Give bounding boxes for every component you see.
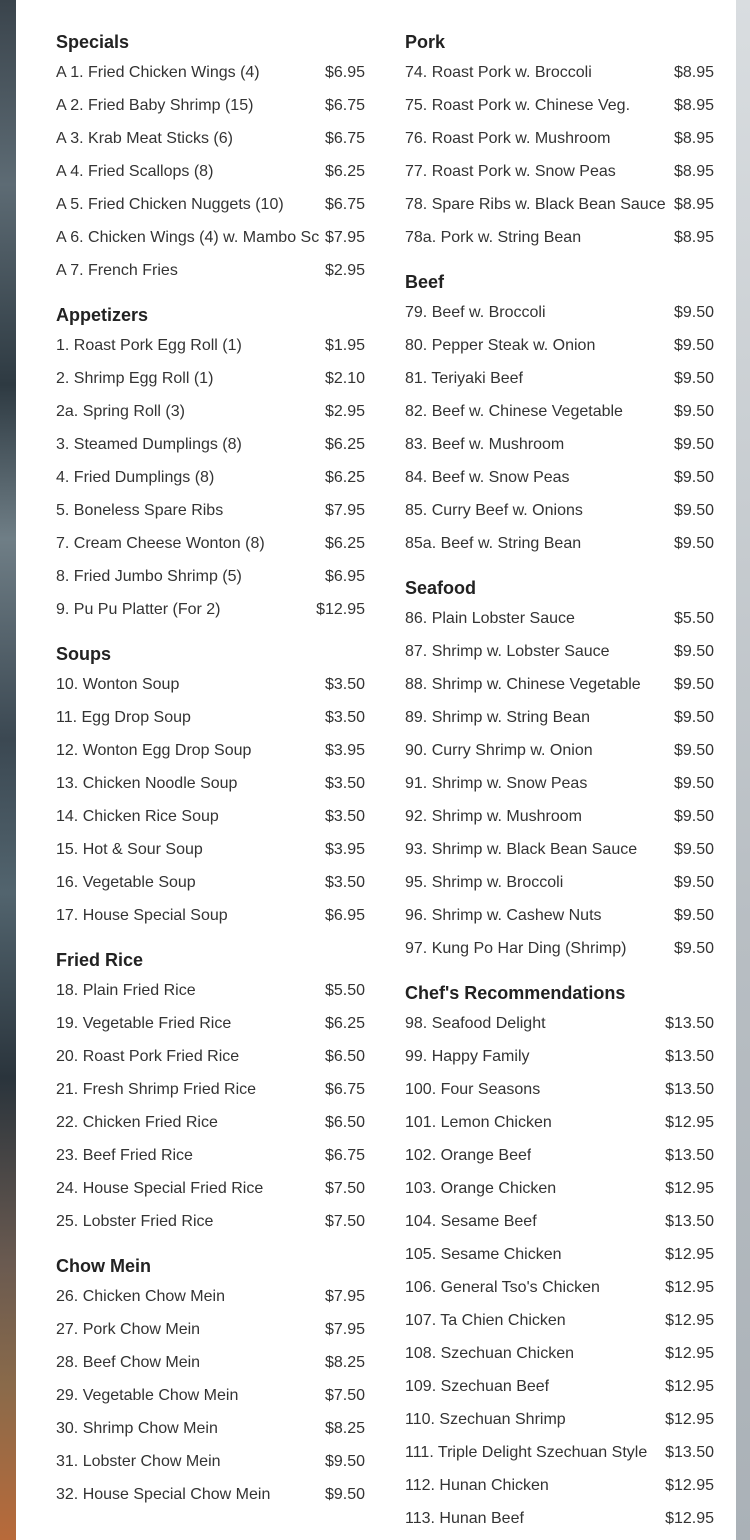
menu-item-price: $9.50 <box>324 1452 365 1470</box>
menu-item <box>56 1478 365 1511</box>
menu-item-price: $9.50 <box>673 402 714 420</box>
menu-item-price: $6.75 <box>324 96 365 114</box>
menu-section-seafood <box>405 574 714 965</box>
menu-item-name: 26. Chicken Chow Mein <box>56 1287 225 1305</box>
section-title: Seafood <box>405 578 477 598</box>
menu-item-name: 28. Beef Chow Mein <box>56 1353 201 1371</box>
menu-item <box>405 1271 714 1304</box>
menu-item <box>405 932 714 965</box>
menu-item <box>56 1445 365 1478</box>
menu-item-name: 9. Pu Pu Platter (For 2) <box>56 600 221 618</box>
menu-item-name: 91. Shrimp w. Snow Peas <box>405 774 588 792</box>
menu-item-name: 8. Fried Jumbo Shrimp (5) <box>56 567 242 585</box>
menu-item <box>56 593 365 626</box>
menu-item-name: 78a. Pork w. String Bean <box>405 228 582 246</box>
menu-item-name: 24. House Special Fried Rice <box>56 1179 264 1197</box>
menu-item <box>56 833 365 866</box>
menu-section-chef-s-recommendations <box>405 979 714 1535</box>
menu-item <box>405 296 714 329</box>
menu-item-price: $6.75 <box>324 1146 365 1164</box>
menu-item-price: $2.10 <box>324 369 365 387</box>
menu-item <box>56 188 365 221</box>
background-photo-left <box>0 0 16 1540</box>
section-title: Appetizers <box>56 305 149 325</box>
menu-item-price: $6.95 <box>324 63 365 81</box>
menu-item-name: 85a. Beef w. String Bean <box>405 534 582 552</box>
menu-item <box>405 701 714 734</box>
menu-item <box>56 428 365 461</box>
menu-section-appetizers <box>56 301 365 626</box>
menu-item-price: $7.95 <box>324 501 365 519</box>
menu-item-price: $12.95 <box>665 1113 714 1131</box>
menu-item-price: $6.25 <box>324 468 365 486</box>
menu-item-price: $9.50 <box>673 774 714 792</box>
menu-item <box>56 1073 365 1106</box>
menu-item-price: $6.75 <box>324 129 365 147</box>
menu-item <box>56 1280 365 1313</box>
menu-item <box>405 122 714 155</box>
menu-item <box>56 800 365 833</box>
menu-item <box>56 1379 365 1412</box>
menu-item-price: $9.50 <box>673 336 714 354</box>
menu-item-price: $3.50 <box>324 873 365 891</box>
menu-item <box>56 734 365 767</box>
menu-item-name: 80. Pepper Steak w. Onion <box>405 336 596 354</box>
menu-item <box>56 974 365 1007</box>
menu-item-name: 106. General Tso's Chicken <box>405 1278 600 1296</box>
menu-item-price: $7.95 <box>324 1320 365 1338</box>
menu-item-price: $9.50 <box>673 675 714 693</box>
menu-item-price: $9.50 <box>673 642 714 660</box>
menu-item <box>405 428 714 461</box>
menu-item-price: $7.95 <box>324 228 365 246</box>
menu-item-name: A 6. Chicken Wings (4) w. Mambo Sc <box>56 228 319 246</box>
menu-item <box>405 527 714 560</box>
menu-item-price: $7.50 <box>324 1212 365 1230</box>
menu-item-name: 11. Egg Drop Soup <box>56 708 191 726</box>
menu-item <box>56 362 365 395</box>
menu-item-name: 78. Spare Ribs w. Black Bean Sauce <box>405 195 666 213</box>
menu-item <box>405 1073 714 1106</box>
menu-item <box>56 899 365 932</box>
menu-item-price: $6.75 <box>324 1080 365 1098</box>
menu-item <box>56 560 365 593</box>
menu-item-name: 5. Boneless Spare Ribs <box>56 501 224 519</box>
menu-item-name: 89. Shrimp w. String Bean <box>405 708 590 726</box>
menu-item-price: $12.95 <box>665 1278 714 1296</box>
menu-item <box>56 89 365 122</box>
menu-item-price: $9.50 <box>673 435 714 453</box>
menu-item-name: 4. Fried Dumplings (8) <box>56 468 215 486</box>
menu-item-name: 97. Kung Po Har Ding (Shrimp) <box>405 939 627 957</box>
menu-item-price: $5.50 <box>673 609 714 627</box>
menu-item <box>405 155 714 188</box>
menu-item-name: A 3. Krab Meat Sticks (6) <box>56 129 233 147</box>
menu-item <box>56 494 365 527</box>
menu-item-price: $3.50 <box>324 807 365 825</box>
menu-item-price: $12.95 <box>665 1344 714 1362</box>
menu-item-price: $12.95 <box>316 600 365 618</box>
menu-item-price: $3.95 <box>324 741 365 759</box>
menu-item-price: $13.50 <box>665 1146 714 1164</box>
menu-item-price: $13.50 <box>665 1080 714 1098</box>
menu-item-name: 79. Beef w. Broccoli <box>405 303 546 321</box>
menu-item-price: $12.95 <box>665 1179 714 1197</box>
menu-item <box>405 1040 714 1073</box>
menu-item <box>405 602 714 635</box>
menu-item-name: 19. Vegetable Fried Rice <box>56 1014 232 1032</box>
section-title: Specials <box>56 32 130 52</box>
menu-item-price: $7.95 <box>324 1287 365 1305</box>
menu-item-price: $13.50 <box>665 1212 714 1230</box>
menu-item <box>56 254 365 287</box>
menu-item-name: A 4. Fried Scallops (8) <box>56 162 214 180</box>
menu-section-beef <box>405 268 714 560</box>
menu-item-price: $2.95 <box>324 402 365 420</box>
menu-item-name: A 1. Fried Chicken Wings (4) <box>56 63 260 81</box>
menu-item <box>405 668 714 701</box>
menu-item <box>405 56 714 89</box>
menu-item-name: 82. Beef w. Chinese Vegetable <box>405 402 623 420</box>
menu-item-price: $8.95 <box>673 195 714 213</box>
menu-item <box>56 701 365 734</box>
menu-item-price: $7.50 <box>324 1386 365 1404</box>
menu-item <box>56 1106 365 1139</box>
menu-item <box>56 329 365 362</box>
menu-item <box>405 866 714 899</box>
menu-item-price: $6.95 <box>324 567 365 585</box>
menu-item-name: 107. Ta Chien Chicken <box>405 1311 566 1329</box>
menu-item-price: $3.95 <box>324 840 365 858</box>
menu-item-name: 108. Szechuan Chicken <box>405 1344 574 1362</box>
menu-item-name: 86. Plain Lobster Sauce <box>405 609 575 627</box>
menu-item-price: $6.25 <box>324 162 365 180</box>
menu-item-name: 14. Chicken Rice Soup <box>56 807 219 825</box>
menu-item-name: 12. Wonton Egg Drop Soup <box>56 741 252 759</box>
menu-item <box>56 1139 365 1172</box>
menu-item-price: $9.50 <box>673 840 714 858</box>
menu-item-name: 18. Plain Fried Rice <box>56 981 196 999</box>
menu-item-price: $12.95 <box>665 1311 714 1329</box>
menu-item-price: $8.95 <box>673 162 714 180</box>
menu-item <box>405 1172 714 1205</box>
menu-item <box>56 221 365 254</box>
menu-item <box>56 1172 365 1205</box>
menu-item-name: A 5. Fried Chicken Nuggets (10) <box>56 195 284 213</box>
menu-item-price: $2.95 <box>324 261 365 279</box>
menu-item <box>405 188 714 221</box>
menu-item-price: $6.25 <box>324 534 365 552</box>
menu-item-price: $9.50 <box>673 873 714 891</box>
menu-item-name: 110. Szechuan Shrimp <box>405 1410 566 1428</box>
menu-section-specials <box>56 28 365 287</box>
menu-item-name: 81. Teriyaki Beef <box>405 369 523 387</box>
menu-item-price: $6.25 <box>324 1014 365 1032</box>
menu-item-price: $9.50 <box>673 939 714 957</box>
menu-item <box>405 1370 714 1403</box>
menu-item-name: 16. Vegetable Soup <box>56 873 196 891</box>
menu-item <box>405 1337 714 1370</box>
menu-item-price: $3.50 <box>324 708 365 726</box>
menu-item <box>56 1007 365 1040</box>
menu-item-name: 15. Hot & Sour Soup <box>56 840 203 858</box>
menu-item-name: A 7. French Fries <box>56 261 178 279</box>
menu-item-name: 103. Orange Chicken <box>405 1179 557 1197</box>
menu-item-price: $8.95 <box>673 63 714 81</box>
menu-item-name: 112. Hunan Chicken <box>405 1476 549 1494</box>
menu-item-price: $6.25 <box>324 435 365 453</box>
menu-item-name: 29. Vegetable Chow Mein <box>56 1386 239 1404</box>
menu-item-name: 88. Shrimp w. Chinese Vegetable <box>405 675 641 693</box>
menu-item-name: 109. Szechuan Beef <box>405 1377 550 1395</box>
menu-item-price: $1.95 <box>324 336 365 354</box>
section-title: Chef's Recommendations <box>405 983 626 1003</box>
menu-item <box>405 494 714 527</box>
menu-item-name: 25. Lobster Fried Rice <box>56 1212 214 1230</box>
menu-item-price: $9.50 <box>673 807 714 825</box>
menu-item-name: 17. House Special Soup <box>56 906 228 924</box>
menu-item <box>405 1502 714 1535</box>
menu-item <box>405 734 714 767</box>
menu-item <box>405 362 714 395</box>
menu-item-name: 104. Sesame Beef <box>405 1212 537 1230</box>
menu-item-price: $12.95 <box>665 1476 714 1494</box>
menu-item-price: $9.50 <box>673 906 714 924</box>
menu-section-pork <box>405 28 714 254</box>
menu-item <box>405 221 714 254</box>
menu-item <box>56 395 365 428</box>
menu-item <box>56 155 365 188</box>
section-title: Fried Rice <box>56 950 144 970</box>
menu-item-price: $8.95 <box>673 228 714 246</box>
menu-item <box>405 1436 714 1469</box>
menu-item <box>56 56 365 89</box>
menu-item-price: $8.25 <box>324 1353 365 1371</box>
menu-item <box>56 122 365 155</box>
menu-item-price: $13.50 <box>665 1443 714 1461</box>
menu-item-price: $8.95 <box>673 96 714 114</box>
section-title: Beef <box>405 272 445 292</box>
menu-item-name: 85. Curry Beef w. Onions <box>405 501 583 519</box>
menu-item-name: 2a. Spring Roll (3) <box>56 402 185 420</box>
menu-section-chow-mein <box>56 1252 365 1511</box>
menu-item-name: 30. Shrimp Chow Mein <box>56 1419 218 1437</box>
menu-item-price: $9.50 <box>673 501 714 519</box>
menu-item-name: 22. Chicken Fried Rice <box>56 1113 218 1131</box>
menu-item-name: 111. Triple Delight Szechuan Style <box>405 1443 648 1461</box>
menu-section-fried-rice <box>56 946 365 1238</box>
menu-item-name: 92. Shrimp w. Mushroom <box>405 807 582 825</box>
menu-item-price: $12.95 <box>665 1410 714 1428</box>
menu-item-name: 7. Cream Cheese Wonton (8) <box>56 534 265 552</box>
menu-item-price: $6.75 <box>324 195 365 213</box>
menu-item-price: $8.95 <box>673 129 714 147</box>
menu-item-name: 98. Seafood Delight <box>405 1014 546 1032</box>
menu-item-price: $13.50 <box>665 1014 714 1032</box>
menu-item-name: 105. Sesame Chicken <box>405 1245 562 1263</box>
section-title: Soups <box>56 644 112 664</box>
menu-item-name: 83. Beef w. Mushroom <box>405 435 565 453</box>
menu-column-left <box>56 28 365 1525</box>
menu-item <box>405 899 714 932</box>
menu-item-price: $9.50 <box>673 534 714 552</box>
menu-item-name: 101. Lemon Chicken <box>405 1113 552 1131</box>
menu-item-price: $8.25 <box>324 1419 365 1437</box>
menu-item-name: 75. Roast Pork w. Chinese Veg. <box>405 96 631 114</box>
menu-item-price: $12.95 <box>665 1377 714 1395</box>
menu-item <box>56 866 365 899</box>
menu-item-price: $6.50 <box>324 1047 365 1065</box>
menu-item-name: 76. Roast Pork w. Mushroom <box>405 129 611 147</box>
menu-item-name: 10. Wonton Soup <box>56 675 180 693</box>
menu-item <box>405 1007 714 1040</box>
menu-item-name: 113. Hunan Beef <box>405 1509 524 1527</box>
menu-item-name: 31. Lobster Chow Mein <box>56 1452 221 1470</box>
menu-item <box>405 1469 714 1502</box>
menu-item <box>56 1412 365 1445</box>
menu-column-right <box>405 28 714 1540</box>
menu-item-name: 27. Pork Chow Mein <box>56 1320 201 1338</box>
menu-item-price: $3.50 <box>324 774 365 792</box>
menu-item <box>405 767 714 800</box>
menu-item-name: 100. Four Seasons <box>405 1080 541 1098</box>
menu-item-name: 102. Orange Beef <box>405 1146 532 1164</box>
menu-item-price: $9.50 <box>673 741 714 759</box>
menu-item-price: $9.50 <box>673 369 714 387</box>
menu-item-price: $6.95 <box>324 906 365 924</box>
menu-item-name: 84. Beef w. Snow Peas <box>405 468 570 486</box>
menu-item-name: 20. Roast Pork Fried Rice <box>56 1047 240 1065</box>
menu-item-price: $9.50 <box>673 468 714 486</box>
menu-item-name: 13. Chicken Noodle Soup <box>56 774 238 792</box>
menu-item <box>405 1205 714 1238</box>
menu-item <box>405 1304 714 1337</box>
menu-item-name: 96. Shrimp w. Cashew Nuts <box>405 906 602 924</box>
menu-item-name: 95. Shrimp w. Broccoli <box>405 873 564 891</box>
menu-item <box>405 1403 714 1436</box>
menu-item-price: $13.50 <box>665 1047 714 1065</box>
menu-item-name: 90. Curry Shrimp w. Onion <box>405 741 593 759</box>
menu-item-name: 3. Steamed Dumplings (8) <box>56 435 242 453</box>
menu-item <box>56 1205 365 1238</box>
menu-item <box>405 1106 714 1139</box>
section-title: Chow Mein <box>56 1256 151 1276</box>
menu-item <box>56 767 365 800</box>
menu-item-name: 21. Fresh Shrimp Fried Rice <box>56 1080 257 1098</box>
menu-item <box>56 1313 365 1346</box>
menu-section-soups <box>56 640 365 932</box>
menu-item-name: 93. Shrimp w. Black Bean Sauce <box>405 840 638 858</box>
menu-item-price: $3.50 <box>324 675 365 693</box>
menu-item-name: 87. Shrimp w. Lobster Sauce <box>405 642 610 660</box>
menu-item-price: $9.50 <box>324 1485 365 1503</box>
menu-item-price: $7.50 <box>324 1179 365 1197</box>
background-edge-right <box>736 0 750 1540</box>
menu-item-name: 2. Shrimp Egg Roll (1) <box>56 369 214 387</box>
menu-item-name: 1. Roast Pork Egg Roll (1) <box>56 336 242 354</box>
menu-item <box>56 461 365 494</box>
menu-item-name: 77. Roast Pork w. Snow Peas <box>405 162 616 180</box>
menu-item-price: $5.50 <box>324 981 365 999</box>
menu-page <box>16 0 736 1540</box>
menu-item-price: $12.95 <box>665 1245 714 1263</box>
menu-item <box>405 800 714 833</box>
section-title: Pork <box>405 32 446 52</box>
menu-item <box>405 89 714 122</box>
menu-item-price: $6.50 <box>324 1113 365 1131</box>
menu-item-price: $12.95 <box>665 1509 714 1527</box>
menu-item-name: A 2. Fried Baby Shrimp (15) <box>56 96 254 114</box>
menu-item-price: $9.50 <box>673 303 714 321</box>
menu-item <box>56 668 365 701</box>
menu-item <box>405 833 714 866</box>
menu-item <box>56 1346 365 1379</box>
menu-item-name: 32. House Special Chow Mein <box>56 1485 271 1503</box>
menu-item-name: 99. Happy Family <box>405 1047 530 1065</box>
menu-item <box>405 1139 714 1172</box>
menu-item <box>405 635 714 668</box>
menu-item <box>56 1040 365 1073</box>
menu-item-price: $9.50 <box>673 708 714 726</box>
menu-item <box>405 461 714 494</box>
menu-item <box>405 395 714 428</box>
menu-item <box>56 527 365 560</box>
menu-item <box>405 1238 714 1271</box>
menu-item <box>405 329 714 362</box>
menu-item-name: 74. Roast Pork w. Broccoli <box>405 63 592 81</box>
menu-item-name: 23. Beef Fried Rice <box>56 1146 193 1164</box>
